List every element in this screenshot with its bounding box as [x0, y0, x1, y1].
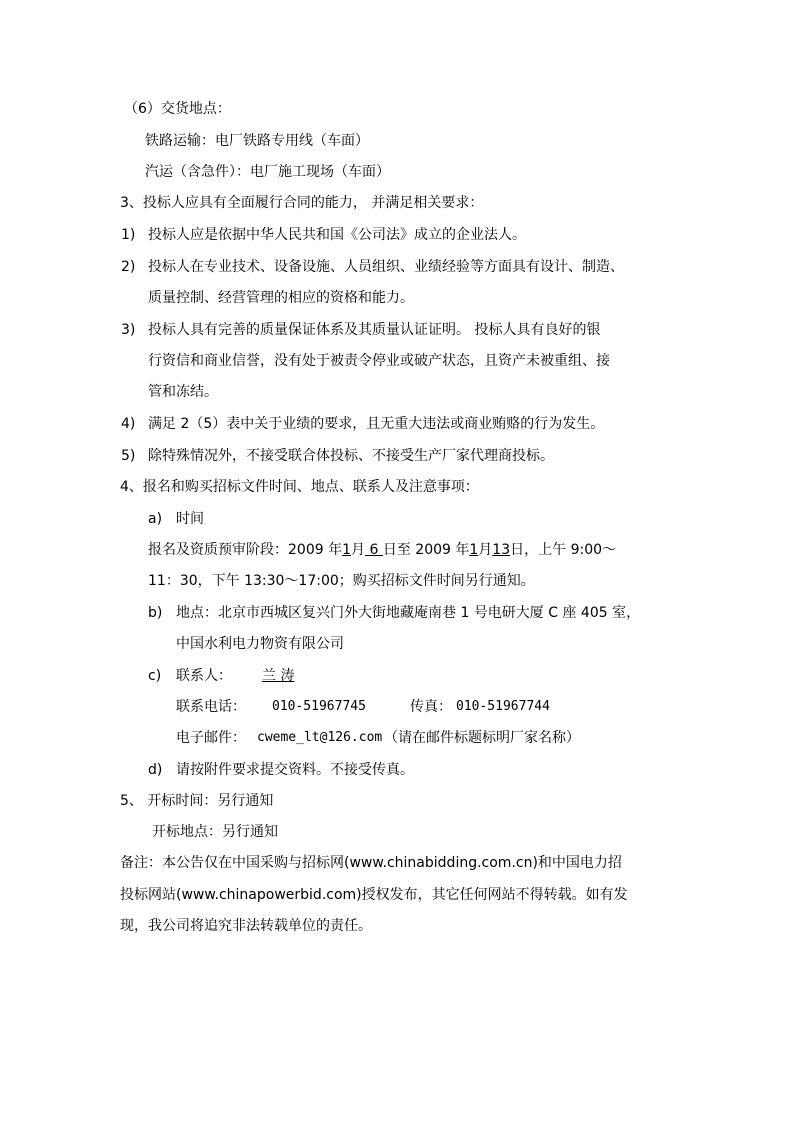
section5-title: 5、 开标时间：另行通知	[120, 793, 274, 809]
opening-place: 开标地点：另行通知	[152, 824, 278, 840]
email-note: （请在邮件标题标明厂家名称）	[384, 730, 580, 746]
item-number: 5)	[121, 448, 136, 464]
item-letter-a: a)	[148, 511, 163, 527]
contact-label: 联系人：	[176, 668, 232, 684]
fax-label: 传真：	[410, 699, 452, 715]
registration-time-line2: 11：30，下午 13:30～17:00；购买招标文件时间另行通知。	[148, 573, 535, 589]
item-text: 投标人具有完善的质量保证体系及其质量认证证明。 投标人具有良好的银	[148, 322, 601, 338]
time-heading: 时间	[176, 511, 204, 527]
email-value: cweme_lt@126.com	[257, 730, 383, 745]
end-month: 1	[469, 542, 479, 558]
month-char: 月	[351, 542, 366, 558]
note-line: 现，我公司将追究非法转载单位的责任。	[120, 918, 372, 934]
item-number: 3)	[121, 322, 136, 338]
note-line: 备注：本公告仅在中国采购与招标网(www.chinabidding.com.cn)和中国电力招	[120, 855, 622, 871]
delivery-title: （6）交货地点：	[124, 101, 231, 117]
item-text: 除特殊情况外，不接受联合体投标、不接受生产厂家代理商投标。	[148, 448, 554, 464]
date-range-joiner: 日至 2009 年	[382, 542, 470, 558]
phone-value: 010-51967745	[272, 699, 366, 714]
item-number: 4)	[121, 416, 136, 432]
phone-label: 联系电话：	[176, 699, 246, 715]
registration-hours: 日，上午 9:00～	[510, 542, 617, 558]
contact-name: 兰 涛	[262, 668, 295, 684]
submission-note: 请按附件要求提交资料。不接受传真。	[176, 762, 414, 778]
item-letter-d: d)	[148, 762, 163, 778]
item-text: 行资信和商业信誉，没有处于被责令停业或破产状态，且资产未被重组、接	[148, 353, 610, 369]
section3-title: 3、投标人应具有全面履行合同的能力， 并满足相关要求：	[120, 195, 484, 211]
fax-value: 010-51967744	[456, 699, 550, 714]
item-text: 管和冻结。	[148, 384, 218, 400]
end-day: 13	[492, 542, 511, 558]
registration-time-prefix: 报名及资质预审阶段：2009 年	[148, 542, 343, 558]
month-char: 月	[478, 542, 493, 558]
item-letter-b: b)	[148, 605, 163, 621]
item-text: 满足 2（5）表中关于业绩的要求，且无重大违法或商业贿赂的行为发生。	[148, 416, 605, 432]
delivery-road: 汽运（含急件）：电厂施工现场（车面）	[145, 164, 390, 180]
item-text: 投标人在专业技术、设备设施、人员组织、业绩经验等方面具有设计、制造、	[148, 259, 624, 275]
start-month: 1	[342, 542, 352, 558]
item-text: 投标人应是依据中华人民共和国《公司法》成立的企业法人。	[148, 227, 526, 243]
start-day-value: 6	[369, 542, 379, 558]
item-letter-c: c)	[148, 668, 162, 684]
registration-time-line	[148, 540, 616, 560]
note-line: 投标网站(www.chinapowerbid.com)授权发布，其它任何网站不得转载。如有发	[120, 887, 628, 903]
delivery-rail: 铁路运输：电厂铁路专用线（车面）	[145, 133, 369, 149]
start-day	[365, 542, 383, 558]
location-line: 地点：北京市西城区复兴门外大街地藏庵南巷 1 号电研大厦 C 座 405 室，	[176, 605, 641, 621]
section4-title: 4、报名和购买招标文件时间、地点、联系人及注意事项：	[120, 479, 479, 495]
item-number: 2)	[121, 259, 136, 275]
item-text: 质量控制、经营管理的相应的资格和能力。	[148, 290, 414, 306]
email-label: 电子邮件：	[176, 730, 246, 746]
company-name: 中国水利电力物资有限公司	[176, 636, 344, 652]
item-number: 1)	[121, 227, 136, 243]
